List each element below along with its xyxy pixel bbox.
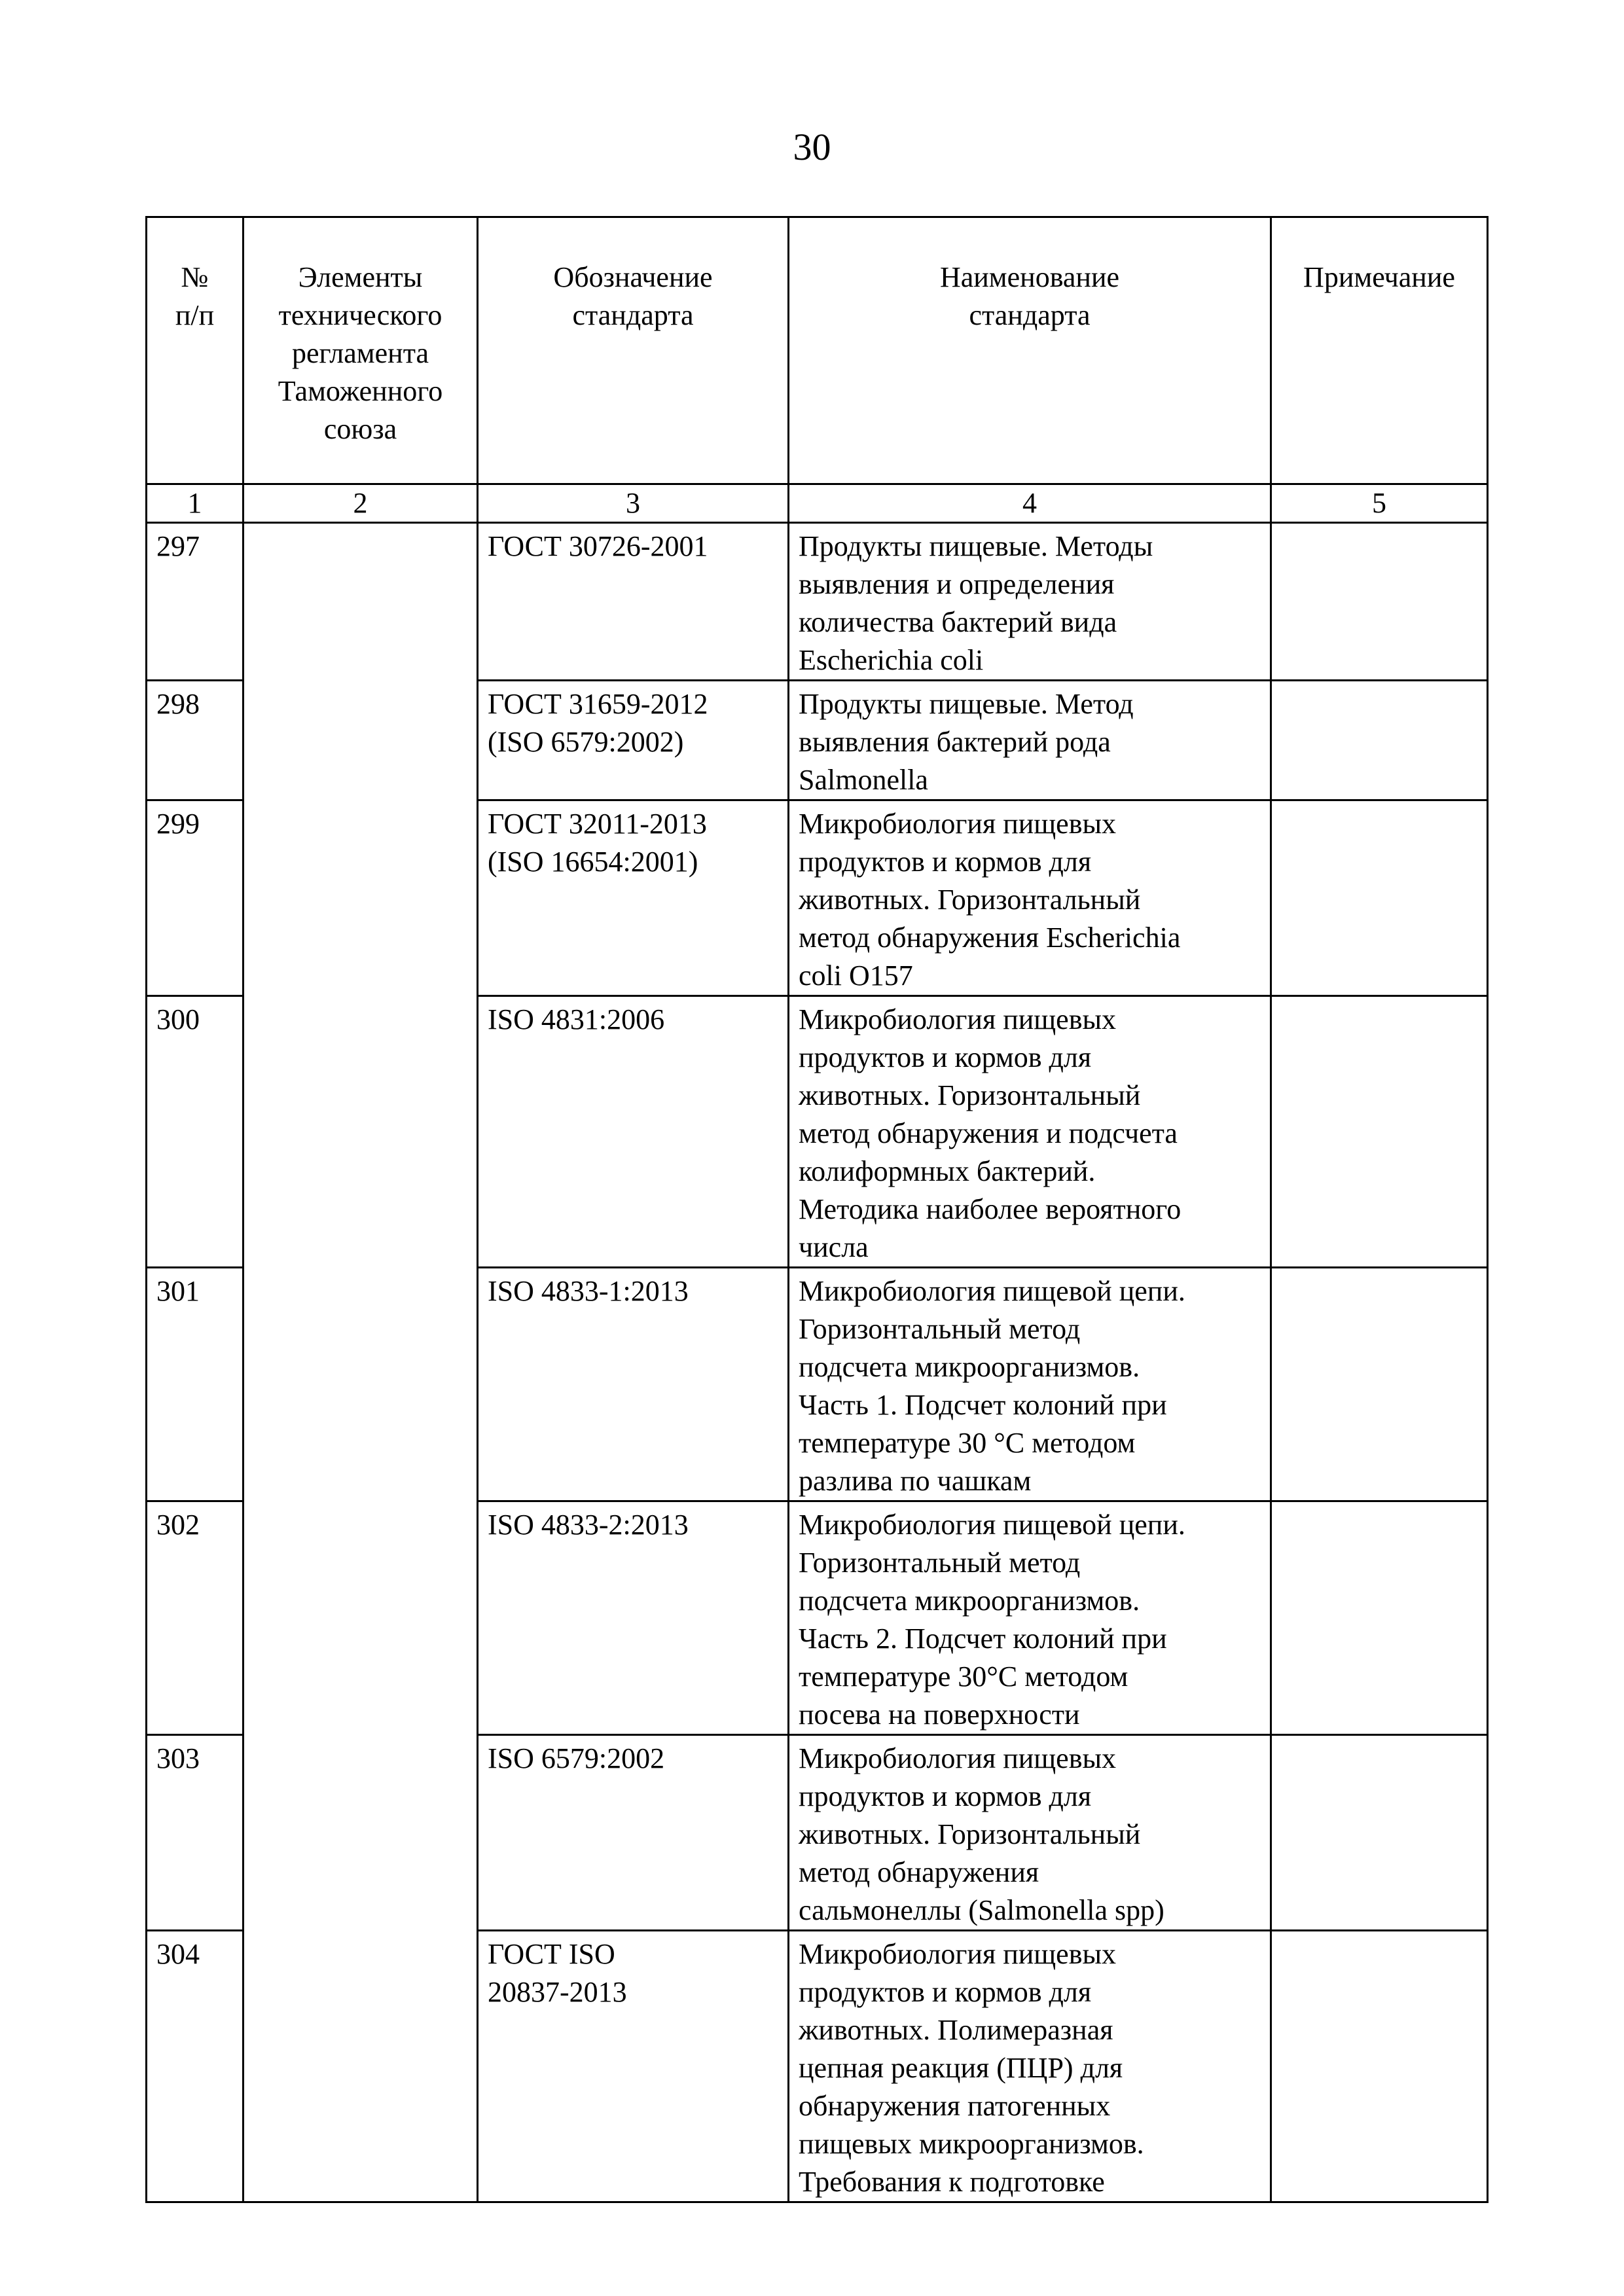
column-number-row [147,484,1488,523]
standard-designation: ГОСТ 32011-2013 (ISO 16654:2001) [478,800,789,996]
note-cell [1271,800,1488,996]
header-note: Примечание [1271,217,1488,484]
standard-name: Продукты пищевые. Методы выявления и определения количества бактерий вида Escherichia coli [789,523,1271,681]
table-header-row [147,217,1488,484]
standard-designation: ISO 4831:2006 [478,996,789,1268]
column-number: 2 [244,484,478,523]
standard-name: Микробиология пищевой цепи. Горизонтальный метод подсчета микроорганизмов. Часть 2. Подсчет колоний при температуре 30°С методом посева на поверхности [789,1501,1271,1735]
note-cell [1271,681,1488,800]
row-number: 297 [147,523,244,681]
page-number: 30 [793,126,831,168]
standard-name: Микробиология пищевых продуктов и кормов для животных. Горизонтальный метод обнаружения Escherichia coli O157 [789,800,1271,996]
header-standard-name: Наименование стандарта [789,217,1271,484]
note-cell [1271,1735,1488,1931]
standard-designation: ISO 6579:2002 [478,1735,789,1931]
column-number: 5 [1271,484,1488,523]
standards-table [145,216,1489,2203]
table-row [147,523,1488,681]
standard-name: Продукты пищевые. Метод выявления бактерий рода Salmonella [789,681,1271,800]
standard-designation: ГОСТ 30726-2001 [478,523,789,681]
note-cell [1271,996,1488,1268]
row-number: 298 [147,681,244,800]
column-number: 4 [789,484,1271,523]
standard-designation: ГОСТ ISO 20837-2013 [478,1931,789,2202]
standard-designation: ISO 4833-1:2013 [478,1268,789,1501]
standard-name: Микробиология пищевой цепи. Горизонтальный метод подсчета микроорганизмов. Часть 1. Подсчет колоний при температуре 30 °С методом разлива по чашкам [789,1268,1271,1501]
standard-designation: ГОСТ 31659-2012 (ISO 6579:2002) [478,681,789,800]
note-cell [1271,1268,1488,1501]
row-number: 302 [147,1501,244,1735]
note-cell [1271,1931,1488,2202]
note-cell [1271,523,1488,681]
column-number: 3 [478,484,789,523]
row-number: 299 [147,800,244,996]
header-regulation-elements: Элементы технического регламента Таможенного союза [244,217,478,484]
standard-name: Микробиология пищевых продуктов и кормов для животных. Полимеразная цепная реакция (ПЦР) для обнаружения патогенных пищевых микроорганизмов. Требования к подготовке [789,1931,1271,2202]
row-number: 301 [147,1268,244,1501]
row-number: 304 [147,1931,244,2202]
regulation-elements-cell [244,523,478,2202]
header-standard-designation: Обозначение стандарта [478,217,789,484]
column-number: 1 [147,484,244,523]
row-number: 300 [147,996,244,1268]
standard-name: Микробиология пищевых продуктов и кормов для животных. Горизонтальный метод обнаружения сальмонеллы (Salmonella spp) [789,1735,1271,1931]
note-cell [1271,1501,1488,1735]
header-number: № п/п [147,217,244,484]
standard-designation: ISO 4833-2:2013 [478,1501,789,1735]
standard-name: Микробиология пищевых продуктов и кормов для животных. Горизонтальный метод обнаружения и подсчета колиформных бактерий. Методика наиболее вероятного числа [789,996,1271,1268]
row-number: 303 [147,1735,244,1931]
